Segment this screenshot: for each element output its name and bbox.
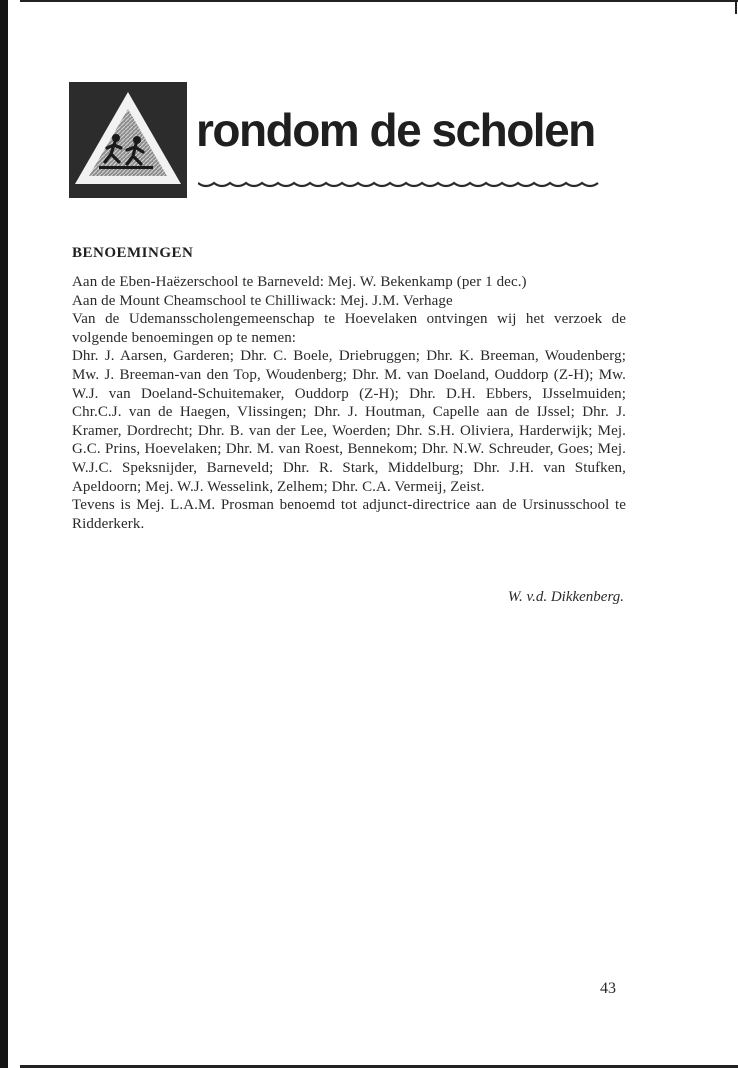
appointment-line: Aan de Eben-Haëzerschool te Barneveld: Mej. W. Bekenkamp (per 1 dec.) [72, 274, 527, 290]
article-body [72, 273, 626, 533]
scan-edge-left [0, 0, 8, 1068]
scan-edge-right [735, 0, 737, 14]
appointments-list-paragraph: Dhr. J. Aarsen, Garderen; Dhr. C. Boele, Driebruggen; Dhr. K. Breeman, Woudenberg; Mw. J. Breeman-van den Top, Woudenberg; Dhr. M. van Doeland, Ouddorp (Z-H); Mw. W.J. van Doeland-Schuitemaker, Ouddorp (Z-H); Dhr. D.H. Ebbers, IJsselmuiden; Chr.C.J. van de Haegen, Vlissingen; Dhr. J. Houtman, Capelle aan de IJssel; Dhr. J. Kramer, Dordrecht; Dhr. B. van der Lee, Woerden; Dhr. S.H. Oliviera, Harderwijk; Mej. G.C. Prins, Hoevelaken; Dhr. M. van Roest, Bennekom; Dhr. N.W. Schreuder, Goes; Mej. W.J.C. Speksnijder, Barneveld; Dhr. R. Stark, Middelburg; Dhr. J.H. van Stufken, Apeldoorn; Mej. W.J. Wesselink, Zelhem; Dhr. C.A. Vermeij, Zeist. [72, 348, 626, 495]
intro-paragraph: Van de Udemansscholengemeenschap te Hoevelaken ontvingen wij het verzoek de volgende benoemingen op te nemen: [72, 311, 626, 346]
appointment-line: Aan de Mount Cheamschool te Chilliwack: Mej. J.M. Verhage [72, 292, 453, 309]
section-heading: BENOEMINGEN [72, 245, 194, 261]
heading-underline [198, 180, 606, 190]
school-crossing-sign-icon [69, 82, 187, 198]
author-signature: W. v.d. Dikkenberg. [507, 589, 624, 605]
page-number: 43 [600, 980, 616, 997]
scan-edge-top [20, 0, 738, 2]
page-title: rondom de scholen [196, 104, 595, 156]
closing-paragraph: Tevens is Mej. L.A.M. Prosman benoemd tot adjunct-directrice aan de Ursinusschool te Ridderkerk. [72, 497, 626, 532]
